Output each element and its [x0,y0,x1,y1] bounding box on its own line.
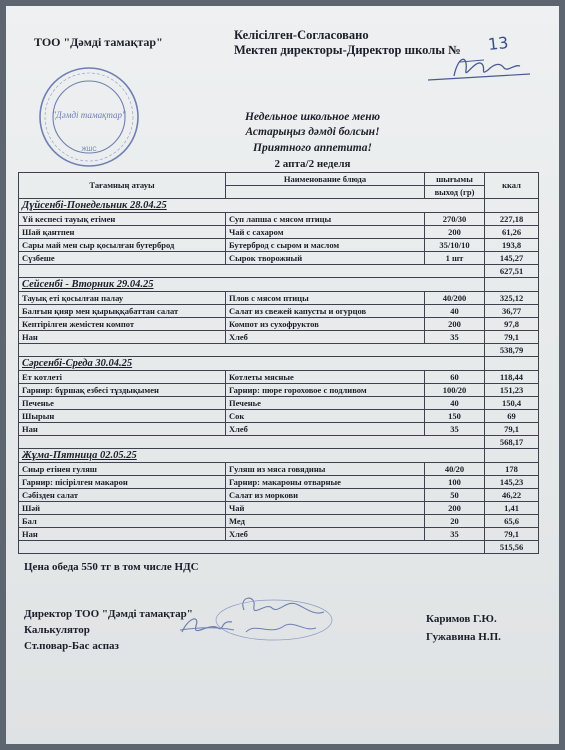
organization-name: ТОО "Дәмді тамақтар" [34,35,163,49]
day-total-kcal: 568,17 [485,436,539,449]
day-header-spacer [485,278,539,292]
day-total-row [19,541,539,554]
day-total-row [19,344,539,357]
dish-name-ru: Гарнир: макароны отварные [226,476,425,489]
day-title: Сейсенбі - Вторник 29.04.25 [19,278,485,292]
dish-kcal: 1,41 [485,502,539,515]
title-line-1: Недельное школьное меню [244,111,381,123]
table-row [19,226,539,239]
dish-name-ru: Чай с сахаром [226,226,425,239]
total-spacer [19,436,485,449]
table-row [19,423,539,436]
stamp-inner-text: "Дәмді тамақтар" [52,110,126,120]
table-row [19,515,539,528]
dish-name-ru: Сок [226,410,425,423]
title-line-2: Астарыңыз дәмді болсын! [245,126,380,138]
footer-role-calculator: Калькулятор [24,624,90,636]
dish-name-ru: Суп лапша с мясом птицы [226,213,425,226]
dish-yield: 20 [425,515,485,528]
price-note: Цена обеда 550 тг в том числе НДС [24,561,199,573]
approval-line-1: Келісілген-Согласовано [234,28,369,42]
dish-name-kz: Нан [19,331,226,344]
total-spacer [19,265,485,278]
dish-kcal: 79,1 [485,423,539,436]
dish-kcal: 150,4 [485,397,539,410]
dish-yield: 1 шт [425,252,485,265]
dish-kcal: 151,23 [485,384,539,397]
dish-name-kz: Сиыр етінен гуляш [19,463,226,476]
day-total-kcal: 627,51 [485,265,539,278]
day-header-row [19,278,539,292]
day-header-row [19,449,539,463]
footer-role-director: Директор ТОО "Дәмді тамақтар" [24,608,193,620]
table-row [19,384,539,397]
table-row [19,252,539,265]
table-row [19,502,539,515]
footer-role-chef: Ст.повар-Бас аспаз [24,640,119,652]
dish-name-kz: Балғын қияр мен қырыққабаттан салат [19,305,226,318]
week-label: 2 апта/2 неделя [274,158,351,170]
dish-name-ru: Салат из моркови [226,489,425,502]
day-header-row [19,357,539,371]
table-row [19,305,539,318]
header-yield-ru: выход (гр) [425,186,485,199]
header-yield-kz: шығымы [425,173,485,186]
table-row [19,410,539,423]
table-row [19,476,539,489]
menu-document [6,6,559,744]
table-row [19,213,539,226]
table-row [19,331,539,344]
table-row [19,239,539,252]
table-row [19,397,539,410]
table-row [19,528,539,541]
dish-kcal: 79,1 [485,528,539,541]
dish-kcal: 36,77 [485,305,539,318]
dish-name-ru: Котлеты мясные [226,371,425,384]
dish-name-kz: Печенье [19,397,226,410]
dish-name-ru: Хлеб [226,423,425,436]
day-total-row [19,265,539,278]
header-kz-name: Тағамның атауы [19,173,226,199]
day-header-spacer [485,199,539,213]
dish-kcal: 61,26 [485,226,539,239]
dish-kcal: 145,23 [485,476,539,489]
table-row [19,489,539,502]
dish-yield: 200 [425,226,485,239]
dish-name-kz: Сары май мен сыр қосылған бутерброд [19,239,226,252]
dish-name-ru: Чай [226,502,425,515]
dish-kcal: 325,12 [485,292,539,305]
dish-name-kz: Тауық еті қосылған палау [19,292,226,305]
day-total-row [19,436,539,449]
dish-name-ru: Плов с мясом птицы [226,292,425,305]
dish-name-ru: Гуляш из мяса говядины [226,463,425,476]
dish-name-kz: Шай қантпен [19,226,226,239]
dish-kcal: 193,8 [485,239,539,252]
table-header-row [19,173,539,186]
dish-yield: 35 [425,331,485,344]
dish-name-ru: Бутерброд с сыром и маслом [226,239,425,252]
dish-yield: 40 [425,397,485,410]
dish-yield: 270/30 [425,213,485,226]
school-number-handwritten: 13 [487,32,510,55]
dish-name-kz: Нан [19,423,226,436]
dish-name-kz: Гарнир: пісірілген макарон [19,476,226,489]
day-title: Жұма-Пятница 02.05.25 [19,449,485,463]
dish-name-ru: Гарнир: пюре гороховое с подливом [226,384,425,397]
menu-table [18,172,539,554]
day-header-spacer [485,357,539,371]
day-total-kcal: 538,79 [485,344,539,357]
dish-yield: 200 [425,318,485,331]
title-line-3: Приятного аппетита! [253,142,372,154]
day-title: Дүйсенбі-Понедельник 28.04.25 [19,199,485,213]
dish-yield: 40/20 [425,463,485,476]
dish-kcal: 227,18 [485,213,539,226]
table-row [19,463,539,476]
table-row [19,371,539,384]
dish-kcal: 65,6 [485,515,539,528]
dish-name-ru: Хлеб [226,331,425,344]
total-spacer [19,541,485,554]
dish-yield: 50 [425,489,485,502]
dish-yield: 100/20 [425,384,485,397]
dish-name-kz: Гарнир: бұршақ езбесі тұздықымен [19,384,226,397]
dish-name-ru: Хлеб [226,528,425,541]
dish-name-kz: Сүзбеше [19,252,226,265]
dish-name-ru: Компот из сухофруктов [226,318,425,331]
dish-name-ru: Салат из свежей капусты и огурцов [226,305,425,318]
dish-name-kz: Кептірілген жемістен компот [19,318,226,331]
dish-kcal: 69 [485,410,539,423]
day-header-spacer [485,449,539,463]
dish-kcal: 46,22 [485,489,539,502]
dish-yield: 60 [425,371,485,384]
dish-name-kz: Нан [19,528,226,541]
dish-yield: 200 [425,502,485,515]
dish-kcal: 118,44 [485,371,539,384]
dish-yield: 35 [425,423,485,436]
dish-name-ru: Сырок творожный [226,252,425,265]
dish-kcal: 145,27 [485,252,539,265]
dish-name-kz: Бал [19,515,226,528]
stamp-bottom-text: ЖШС [81,147,97,153]
dish-kcal: 178 [485,463,539,476]
dish-yield: 100 [425,476,485,489]
director-signature [424,50,534,86]
dish-name-kz: Шәй [19,502,226,515]
dish-name-kz: Ет котлеті [19,371,226,384]
total-spacer [19,344,485,357]
header-empty [226,186,425,199]
dish-name-ru: Мед [226,515,425,528]
dish-name-ru: Печенье [226,397,425,410]
dish-yield: 35/10/10 [425,239,485,252]
dish-name-kz: Шырын [19,410,226,423]
table-row [19,292,539,305]
dish-yield: 35 [425,528,485,541]
dish-name-kz: Үй кеспесі тауық етімен [19,213,226,226]
day-header-row [19,199,539,213]
footer-signatures [174,592,339,644]
day-title: Сәрсенбі-Среда 30.04.25 [19,357,485,371]
table-row [19,318,539,331]
dish-name-kz: Сәбізден салат [19,489,226,502]
approval-line-2: Мектеп директоры-Директор школы № [234,43,461,57]
dish-yield: 40/200 [425,292,485,305]
header-ru-name: Наименование блюда [226,173,425,186]
header-kcal: ккал [485,173,539,199]
dish-kcal: 97,8 [485,318,539,331]
footer-name-1: Каримов Г.Ю. [426,613,497,625]
dish-kcal: 79,1 [485,331,539,344]
footer-name-2: Гужавина Н.П. [426,631,501,643]
day-total-kcal: 515,56 [485,541,539,554]
dish-yield: 150 [425,410,485,423]
dish-yield: 40 [425,305,485,318]
